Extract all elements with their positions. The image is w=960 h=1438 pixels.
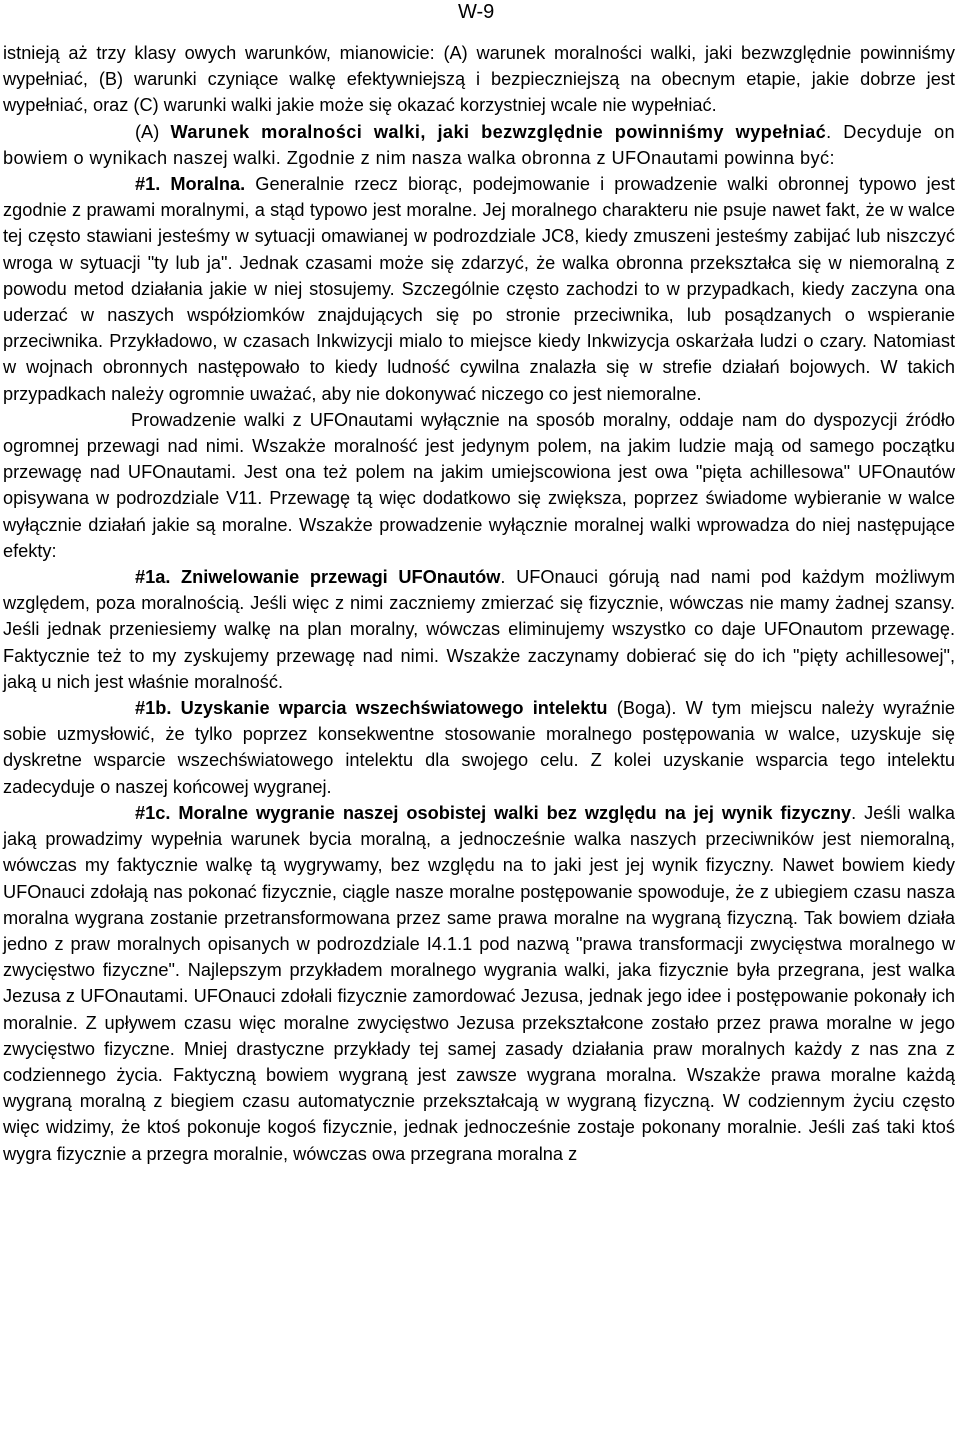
condition-a-prefix: (A) <box>135 121 171 142</box>
moral-paragraph <box>3 171 955 407</box>
effect-1a-paragraph <box>3 564 955 695</box>
effect-1b-text: (Boga). W tym miejscu należy wyraźnie sobie uzmysłowić, że tylko poprzez konsekwentne stosowanie moralnego postępowania w walce, uzyskuje się dyskretne wsparcie wszechświatowego intelektu dla swojego celu. Z kolei uzyskanie wsparcia tego intelektu zadecyduje o naszej końcowej wygranej. <box>3 698 955 797</box>
effect-1b-heading: #1b. Uzyskanie wparcia wszechświatowego intelektu <box>135 698 608 719</box>
effect-1a-text: . UFOnauci górują nad nami pod każdym możliwym względem, poza moralnością. Jeśli więc z nimi zaczniemy zmierzać się fizycznie, wówczas nie mamy żadnej szansy. Jeśli jednak przeniesiemy walkę na plan moralny, wówczas eliminujemy wszystko co daje UFOnautom przewagę. Faktycznie też to my zyskujemy przewagę nad nimi. Wszakże zaczynamy dobierać się do ich "pięty achillesowej", jaką u nich jest właśnie moralność. <box>3 567 955 692</box>
document-body <box>3 40 955 1167</box>
condition-a-paragraph <box>3 119 955 171</box>
moral-text: Generalnie rzecz biorąc, podejmowanie i prowadzenie walki obronnej typowo jest zgodnie z prawami moralnymi, a stąd typowo jest moralne. Jej moralnego charakteru nie psuje nawet fakt, że w walce tej często stawiani jesteśmy w sytuacji omawianej w podrozdziale JC8, kiedy zmuszeni jesteśmy zabijać lub niszczyć wroga w sytuacji "ty lub ja". Jednak czasami może się zdarzyć, że walka obronna przekształca się w niemoralną z powodu metod działania jakie w niej stosujemy. Szczególnie często zachodzi to w przypadkach, kiedy zaczyna ona uderzać w naszych współziomków znajdujących się po stronie przeciwnika, lub posądzanych o wspieranie przeciwnika. Przykładowo, w czasach Inkwizycji mialo to miejsce kiedy Inkwizycja oskarżała ludzi o czary. Natomiast w wojnach obronnych następowało to kiedy ludność cywilna znalazła się w strefie działań bojowych. W takich przypadkach należy ogromnie uważać, aby nie dokonywać niczego co jest niemoralne. <box>3 174 955 404</box>
effect-1b-paragraph <box>3 695 955 800</box>
advantage-paragraph: Prowadzenie walki z UFOnautami wyłącznie na sposób moralny, oddaje nam do dyspozycji źródło ogromnej przewagi nad nimi. Wszakże moralność jest jedynym polem, na jakim ludzie mają od samego początku przewagę nad UFOnautami. Jest ona też polem na jakim umiejscowiona jest owa "pięta achillesowa" UFOnautów opisywana w podrozdziale V11. Przewagę tą więc dodatkowo się zwiększa, poprzez świadome wybieranie w walce wyłącznie działań jakie są moralne. Wszakże prowadzenie wyłącznie moralnej walki wprowadza do niej następujące efekty: <box>3 409 955 561</box>
moral-heading: #1. Moralna. <box>135 174 246 195</box>
page-number: W-9 <box>458 1 495 23</box>
effect-1c-heading: #1c. Moralne wygranie naszej osobistej walki bez względu na jej wynik fizyczny <box>135 802 852 823</box>
condition-a-heading: Warunek moralności walki, jaki bezwzględnie powinniśmy wypełniać <box>170 121 827 142</box>
effect-1c-paragraph <box>3 800 955 1167</box>
condition-a-text: . Decyduje on bowiem o wynikach naszej walki. Zgodnie z nim nasza walka obronna z UFOnautami powinna być: <box>3 121 955 168</box>
effect-1c-text: . Jeśli walka jaką prowadzimy wypełnia warunek bycia moralną, a jednocześnie walka naszych przeciwników jest niemoralną, wówczas my faktycznie walkę tą wygrywamy, bez względu na to jaki jest jej wynik fizyczny. Nawet bowiem kiedy UFOnauci zdołają nas pokonać fizycznie, ciągle nasze moralne postępowanie spowoduje, że z ubiegiem czasu nasza moralna wygrana zostanie przetransformowana przez same prawa moralne na wygraną fizyczną. Tak bowiem działa jedno z praw moralnych opisanych w podrozdziale I4.1.1 pod nazwą "prawa transformacji zwycięstwa moralnego w zwycięstwo fizyczne". Najlepszym przykładem moralnego wygrania walki, jaka fizycznie była przegrana, jest walka Jezusa z UFOnautami. UFOnauci zdołali fizycznie zamordować Jezusa, jednak jego idee i postępowanie pokonały ich moralnie. Z upływem czasu więc moralne zwycięstwo Jezusa przekształcone zostało przez prawa moralne w jego zwycięstwo fizyczne. Mniej drastyczne przykłady tej samej zasady działania praw moralnych każdy z nas zna z codziennego życia. Faktyczną bowiem wygraną jest zawsze wygrana moralna. Wszakże prawa moralne każdą wygraną moralną z biegiem czasu automatycznie przekształcają w wygraną fizyczną. W codziennym życiu często więc widzimy, że ktoś pokonuje kogoś fizycznie, jednak jednocześnie zostaje pokonany moralnie. Jeśli zaś taki ktoś wygra fizycznie a przegra moralnie, wówczas owa przegrana moralna z <box>3 802 955 1164</box>
intro-paragraph: istnieją aż trzy klasy owych warunków, mianowicie: (A) warunek moralności walki, jaki bezwzględnie powinniśmy wypełniać, (B) warunki czyniące walkę efektywniejszą i bezpieczniejszą na obecnym etapie, jakie dobrze jest wypełniać, oraz (C) warunki walki jakie może się okazać korzystniej wcale nie wypełniać. <box>3 43 955 116</box>
effect-1a-heading: #1a. Zniwelowanie przewagi UFOnautów <box>135 567 501 588</box>
